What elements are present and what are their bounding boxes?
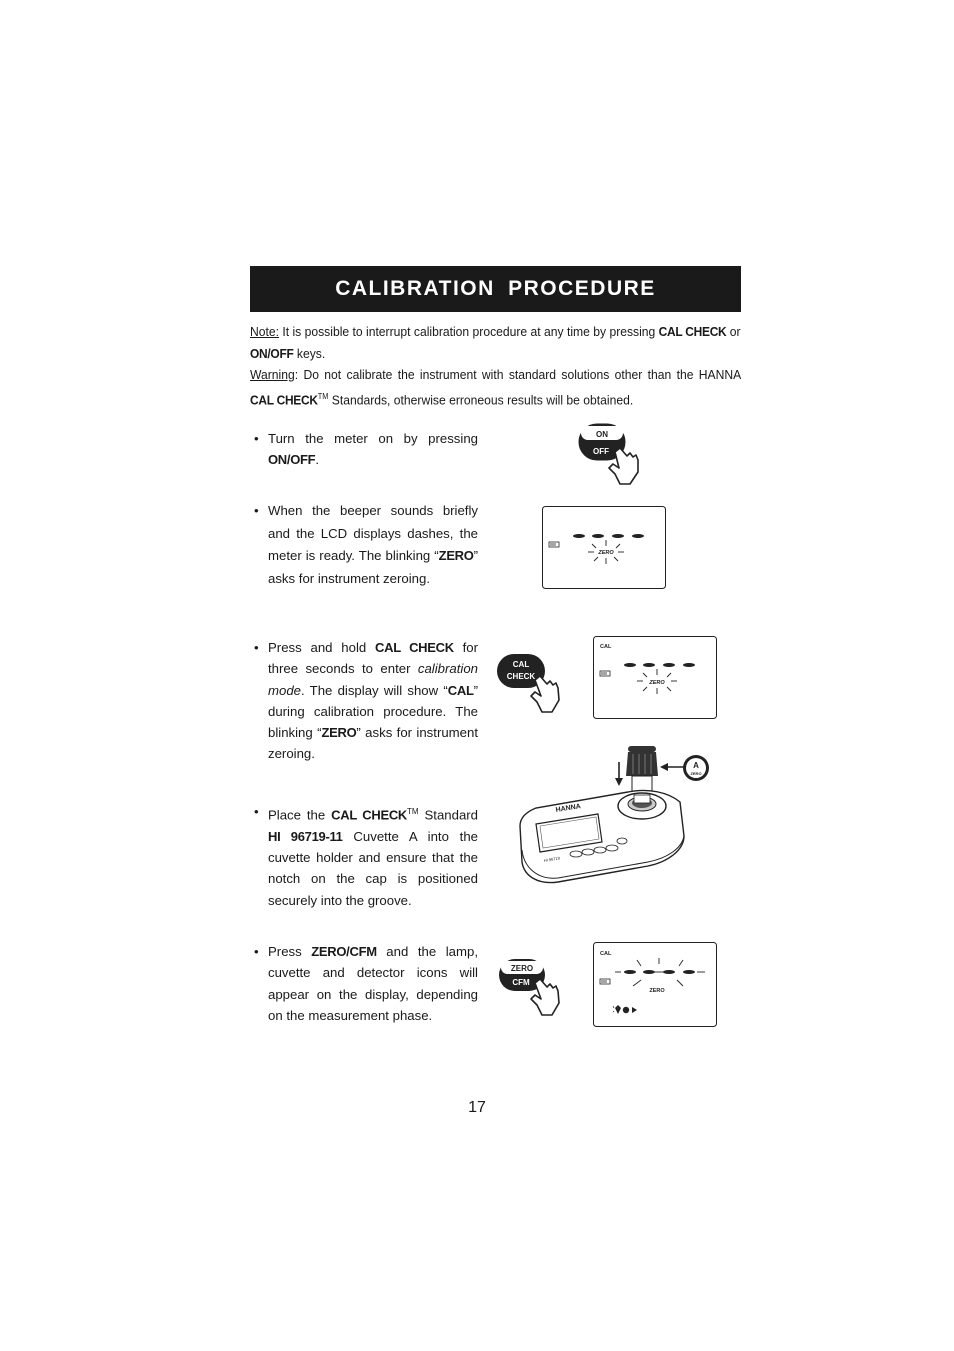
cap-letter: A [693, 761, 699, 770]
calcheck-key-figure [495, 652, 567, 718]
meter-body [520, 790, 684, 882]
section-header-bar [250, 266, 741, 312]
warning-text: Do not calibrate the instrument with standard solutions other than the HANNA [298, 367, 742, 382]
calcheck-key-top-label: CAL [512, 660, 530, 669]
note-text: keys. [293, 345, 326, 361]
warning-key-cal-check: CAL CHECK [250, 391, 318, 407]
lcd-zero-label: ZERO [649, 680, 665, 686]
note-key-on-off: ON/OFF [250, 345, 294, 361]
note-text: or [726, 324, 741, 339]
meter-model-label: HI 96719 [543, 855, 561, 863]
step-text: Turn the meter on by pressing ON/OFF. [268, 431, 478, 468]
lcd-zero-label: ZERO [649, 988, 665, 994]
zerocfm-key-top-label: ZERO [510, 964, 534, 973]
onoff-key-top-label: ON [596, 430, 608, 439]
zerocfm-key-figure [497, 957, 567, 1019]
step-place-cuvette [254, 801, 478, 911]
calcheck-key-bottom-label: CHECK [506, 672, 536, 681]
bullet: • [254, 804, 259, 819]
zerocfm-key-bottom-label: CFM [512, 978, 530, 987]
step-text: Press and hold CAL CHECK for three seconds to enter calibration mode. The display will show “CAL” during calibration procedure. The blinking “ZERO” asks for instrument zeroing. [268, 640, 479, 762]
bullet: • [254, 431, 259, 446]
cuvette-icon [623, 1007, 629, 1013]
cuvette-cap-icon [683, 755, 709, 781]
lcd-display-1 [542, 506, 666, 590]
trademark-mark: TM [317, 391, 329, 401]
pointer-arrow-icon [660, 763, 686, 771]
lcd-cal-label: CAL [600, 644, 612, 650]
onoff-key-bottom-label: OFF [593, 447, 609, 456]
note-text: It is possible to interrupt calibration procedure at any time by pressing [279, 324, 659, 339]
step-lcd-ready [254, 500, 478, 590]
step-text: When the beeper sounds briefly and the LCD displays dashes, the meter is ready. The blinking “ZERO” asks for instrument zeroing. [268, 503, 478, 586]
onoff-key-figure [575, 422, 645, 488]
note-key-cal-check: CAL CHECK [658, 324, 727, 339]
warning-text: Standards, otherwise erroneous results will be obtained. [328, 391, 634, 407]
step-text: Place the CAL CHECK™ Standard HI 96719-11 Cuvette A into the cuvette holder and ensure that the notch on the cap is positioned securely into the groove. [268, 807, 479, 908]
finger-icon [531, 979, 559, 1015]
lcd-zero-label: ZERO [598, 550, 614, 556]
step-turn-on [254, 428, 478, 471]
note-label: Note: [250, 324, 280, 339]
warning-colon: : [294, 367, 299, 382]
cap-zero-label: ZERO [690, 771, 702, 776]
finger-icon [531, 676, 559, 712]
intro-paragraph [250, 321, 741, 410]
bullet: • [254, 640, 259, 655]
step-press-zero [254, 941, 478, 1026]
lcd-cal-label: CAL [600, 951, 612, 957]
meter-brand-label: HANNA [555, 803, 582, 814]
lcd-display-3 [593, 942, 717, 1028]
lcd-display-2 [593, 636, 717, 720]
step-text: Press ZERO/CFM and the lamp, cuvette and detector icons will appear on the display, depending on the measurement phase. [268, 944, 478, 1023]
warning-label: Warning [250, 367, 295, 382]
section-title: CALIBRATION PROCEDURE [335, 277, 656, 300]
bullet: • [254, 503, 259, 518]
page-number: 17 [468, 1099, 486, 1116]
bullet: • [254, 944, 259, 959]
insert-arrow-icon [615, 762, 623, 786]
meter-cuvette-figure [518, 740, 718, 890]
step-cal-mode [254, 637, 478, 765]
